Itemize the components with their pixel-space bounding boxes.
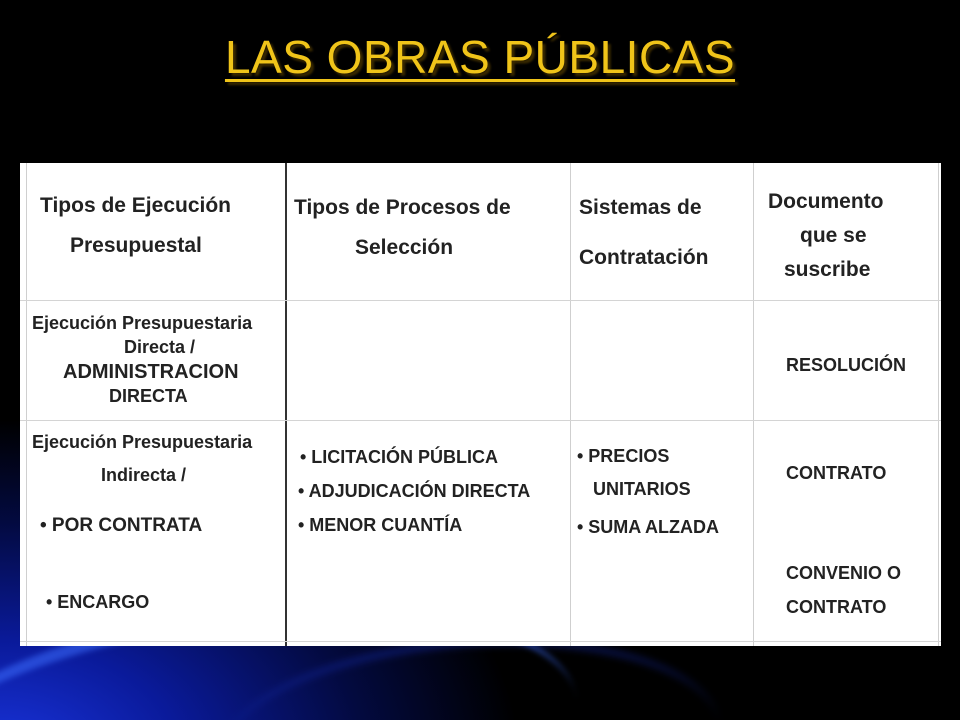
row-divider	[20, 420, 941, 421]
header-text-line: Sistemas de	[579, 196, 702, 219]
cell-text-line: Indirecta /	[101, 465, 187, 485]
header-text-line: Tipos de Ejecución	[40, 194, 231, 217]
header-text-line: que se	[800, 224, 867, 247]
row2-documento	[786, 464, 901, 616]
header-sistemas-contratacion	[579, 197, 709, 268]
list-item: • PRECIOS	[577, 446, 670, 466]
header-ejecucion-presupuestal	[40, 195, 231, 256]
cell-text-line: CONTRATO	[786, 597, 887, 617]
header-text-line: suscribe	[784, 258, 871, 281]
cell-text-line: CONVENIO O	[786, 563, 902, 583]
cell-text-line: DIRECTA	[109, 386, 188, 406]
table-bottom-border	[20, 641, 941, 642]
cell-text-line: Directa /	[124, 337, 196, 357]
header-divider	[20, 300, 941, 301]
row2-ejecucion-indirecta	[32, 433, 252, 611]
header-text-line: Contratación	[579, 246, 709, 269]
list-item: • MENOR CUANTÍA	[298, 515, 463, 535]
row1-resolucion: RESOLUCIÓN	[786, 355, 907, 375]
content-table	[20, 163, 941, 646]
cell-text-line: Ejecución Presupuestaria	[32, 432, 253, 452]
header-text-line: Presupuestal	[70, 234, 202, 257]
header-documento-suscribe	[768, 191, 884, 280]
cell-text-line: ADMINISTRACION	[63, 361, 239, 383]
slide-title: LAS OBRAS PÚBLICAS	[224, 31, 736, 83]
list-item: • SUMA ALZADA	[577, 517, 719, 537]
column-divider-1	[285, 163, 287, 646]
cell-text-line: CONTRATO	[786, 463, 887, 483]
column-divider-3	[753, 163, 754, 646]
header-text-line: Tipos de Procesos de	[294, 196, 511, 219]
table-left-border	[26, 163, 27, 646]
header-text-line: Selección	[355, 236, 454, 259]
row1-ejecucion-directa	[32, 314, 252, 405]
row2-procesos-list	[298, 448, 530, 534]
header-procesos-seleccion	[294, 197, 511, 258]
table-right-border	[938, 163, 939, 646]
list-item: • POR CONTRATA	[40, 515, 203, 536]
list-item: • ENCARGO	[46, 592, 150, 612]
column-divider-2	[570, 163, 571, 646]
list-item-continuation: UNITARIOS	[593, 479, 691, 499]
header-text-line: Documento	[768, 190, 884, 213]
list-item: • LICITACIÓN PÚBLICA	[300, 447, 498, 467]
row2-sistemas-list	[577, 447, 719, 536]
list-item: • ADJUDICACIÓN DIRECTA	[298, 481, 531, 501]
cell-text-line: Ejecución Presupuestaria	[32, 313, 253, 333]
